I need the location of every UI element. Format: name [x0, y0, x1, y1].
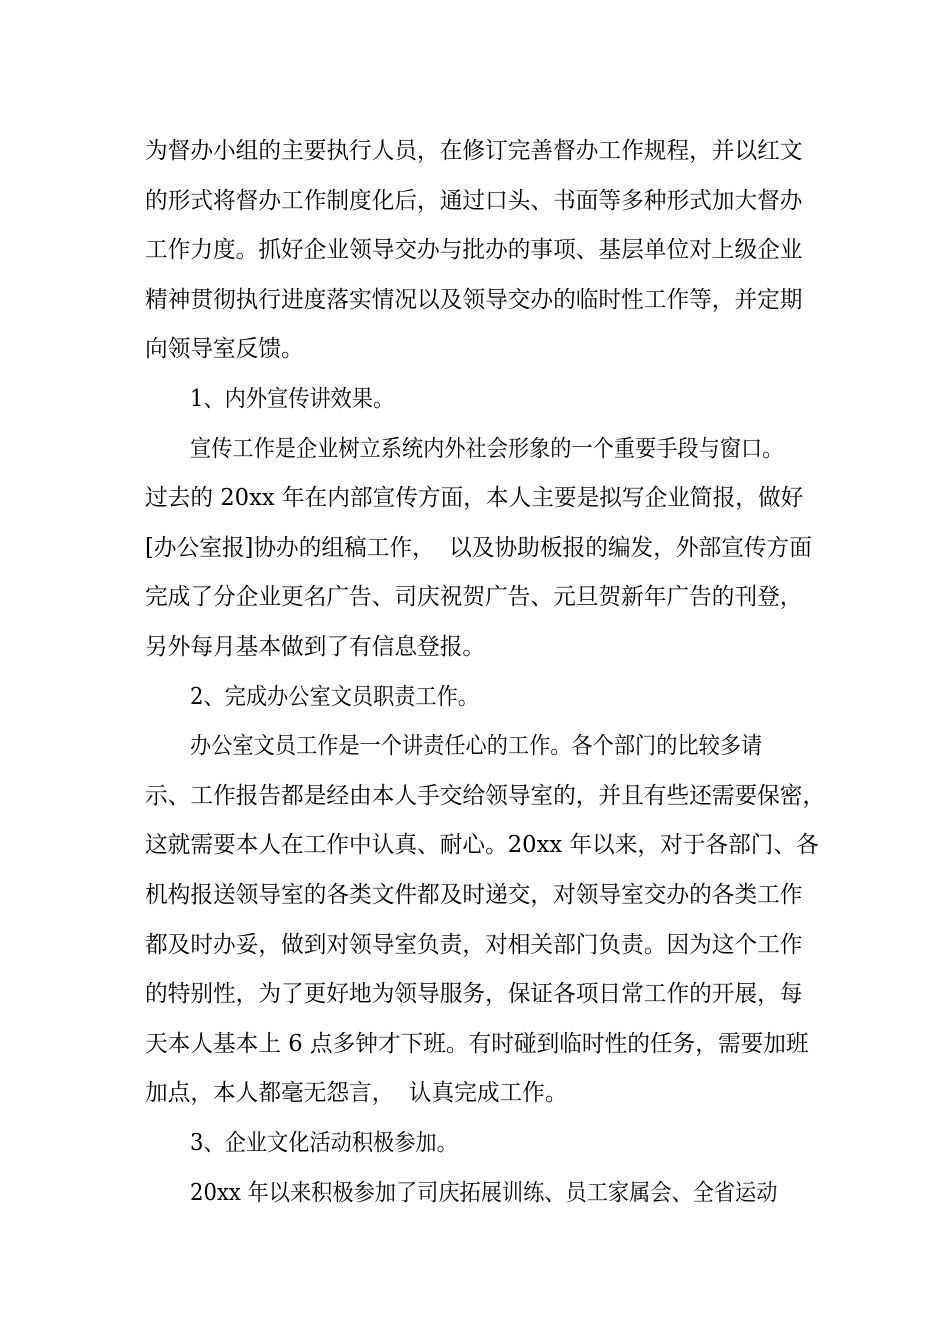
paragraph-line: 为督办小组的主要执行人员，在修订完善督办工作规程，并以红文 — [145, 138, 803, 164]
paragraph-line: 机构报送领导室的各类文件都及时递交，对领导室交办的各类工作 — [145, 882, 803, 908]
paragraph-line: 过去的 20xx 年在内部宣传方面，本人主要是拟写企业简报，做好 — [145, 485, 804, 511]
paragraph-line: 向领导室反馈。 — [145, 336, 304, 362]
paragraph-line: 这就需要本人在工作中认真、耐心。20xx 年以来，对于各部门、各 — [145, 832, 819, 858]
section-heading: 2、完成办公室文员职责工作。 — [190, 684, 479, 710]
paragraph-line: 宣传工作是企业树立系统内外社会形象的一个重要手段与窗口。 — [190, 436, 784, 462]
paragraph-line: 办公室文员工作是一个讲责任心的工作。各个部门的比较多请 — [190, 733, 763, 759]
paragraph-line: 精神贯彻执行进度落实情况以及领导交办的临时性工作等，并定期 — [145, 287, 803, 313]
section-heading: 1、内外宣传讲效果。 — [190, 386, 395, 412]
paragraph-line: 20xx 年以来积极参加了司庆拓展训练、员工家属会、全省运动 — [190, 1180, 778, 1206]
paragraph-line: 示、工作报告都是经由本人手交给领导室的，并且有些还需要保密， — [145, 783, 826, 809]
paragraph-line: [办公室报]协办的组稿工作， 以及协助板报的编发，外部宣传方面 — [145, 535, 812, 561]
paragraph-line: 的特别性，为了更好地为领导服务，保证各项日常工作的开展，每 — [145, 981, 803, 1007]
paragraph-line: 的形式将督办工作制度化后，通过口头、书面等多种形式加大督办 — [145, 188, 803, 214]
paragraph-line: 工作力度。抓好企业领导交办与批办的事项、基层单位对上级企业 — [145, 237, 803, 263]
section-heading: 3、企业文化活动积极参加。 — [190, 1130, 458, 1156]
paragraph-line: 加点，本人都毫无怨言， 认真完成工作。 — [145, 1080, 568, 1106]
paragraph-line: 都及时办妥，做到对领导室负责，对相关部门负责。因为这个工作 — [145, 932, 803, 958]
paragraph-line: 另外每月基本做到了有信息登报。 — [145, 634, 486, 660]
paragraph-line: 完成了分企业更名广告、司庆祝贺广告、元旦贺新年广告的刊登， — [145, 584, 803, 610]
paragraph-line: 天本人基本上 6 点多钟才下班。有时碰到临时性的任务，需要加班 — [145, 1031, 809, 1057]
